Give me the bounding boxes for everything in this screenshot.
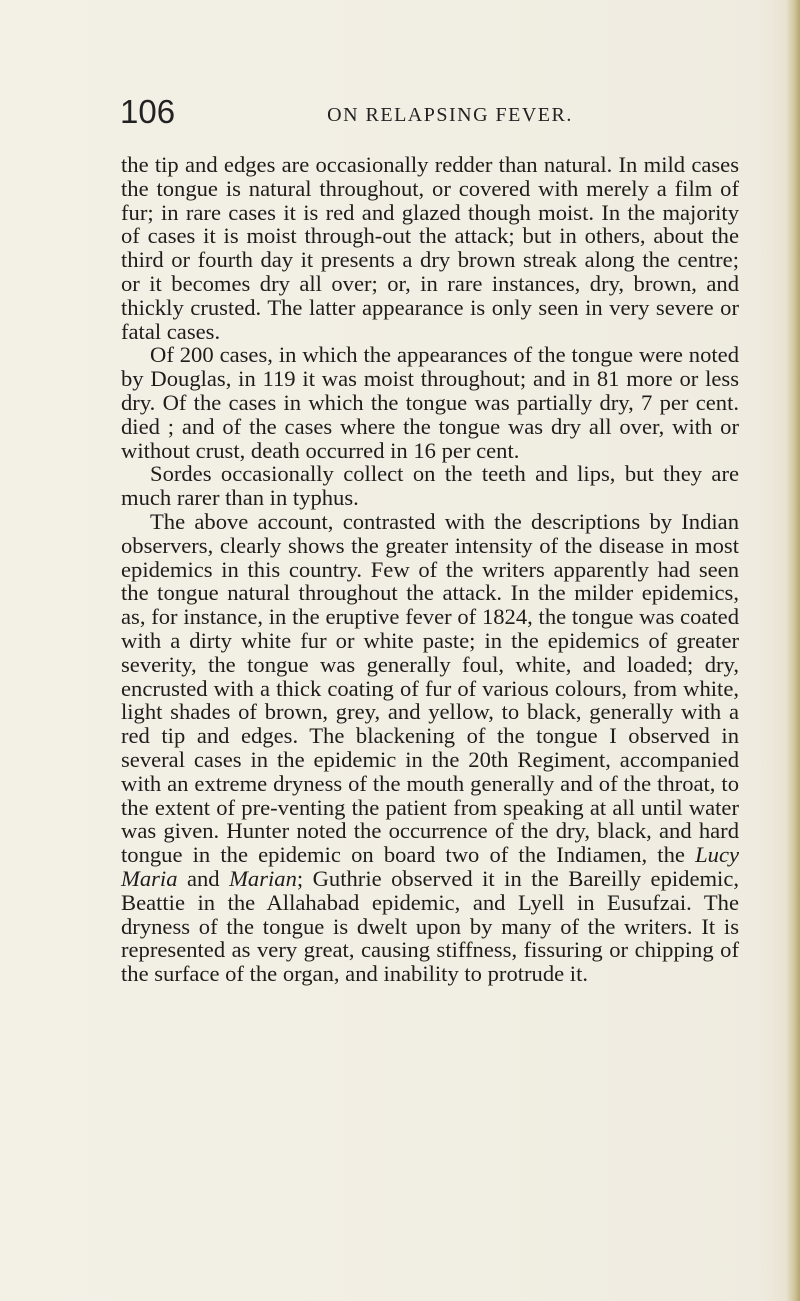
paragraph-tongue-appearance: the tip and edges are occasionally redder than natural. In mild cases the tongue is natural throughout, or covered with merely a film of fur; in rare cases it is red and glazed though moist. In the majority of cases it is moist through-out the attack; but in others, about the third or fourth day it presents a dry brown streak along the centre; or it becomes dry all over; or, in rare instances, dry, brown, and thickly crusted. The latter appearance is only seen in very severe or fatal cases.: [121, 152, 739, 344]
ship-name-lucy-maria: Lucy Maria: [121, 842, 739, 891]
running-title: ON RELAPSING FEVER.: [327, 104, 573, 126]
paragraph-douglas-cases: Of 200 cases, in which the appearances of the tongue were noted by Douglas, in 119 it was moist throughout; and in 81 more or less dry. Of the cases in which the tongue was partially dry, 7 per cent. died ; and of the cases where the tongue was dry all over, with or without crust, death occurred in 16 per cent.: [121, 342, 739, 463]
page-edge-shadow: [786, 0, 800, 1301]
conjunction-and: and: [186, 865, 220, 891]
paragraph-indian-observers-text: The above account, contrasted with the descriptions by Indian observers, clearly shows the greater intensity of the disease in most epidemics in this country. Few of the writers apparently had seen the tongue natural throughout the attack. In the milder epidemics, as, for instance, in the eruptive fever of 1824, the tongue was coated with a dirty white fur or white paste; in the epidemics of greater severity, the tongue was generally foul, white, and loaded; dry, encrusted with a thick coating of fur of various colours, from white, light shades of brown, grey, and yellow, to black, generally with a red tip and edges. The blackening of the tongue I observed in several cases in the epidemic in the 20th Regiment, accompanied with an extreme dryness of the mouth generally and of the throat, to the extent of pre-venting the patient from speaking at all until water was given. Hunter noted the occurrence of the dry, black, and hard tongue in the epidemic on board two of the Indiamen, the: [121, 508, 739, 868]
paragraph-indian-observers-tail: ; Guthrie observed it in the Bareilly epidemic, Beattie in the Allahabad epidemic, and Lyell in Eusufzai. The dryness of the tongue is dwelt upon by many of the writers. It is represented as very great, causing stiffness, fissuring or chipping of the surface of the organ, and inability to protrude it.: [121, 865, 740, 987]
paragraph-sordes: Sordes occasionally collect on the teeth and lips, but they are much rarer than in typhus.: [121, 461, 739, 511]
page-number: 106: [120, 93, 176, 130]
paragraph-indian-observers: [121, 510, 739, 986]
body-text: [121, 153, 739, 986]
ship-name-marian: Marian: [229, 865, 297, 891]
page-header: [120, 92, 740, 142]
